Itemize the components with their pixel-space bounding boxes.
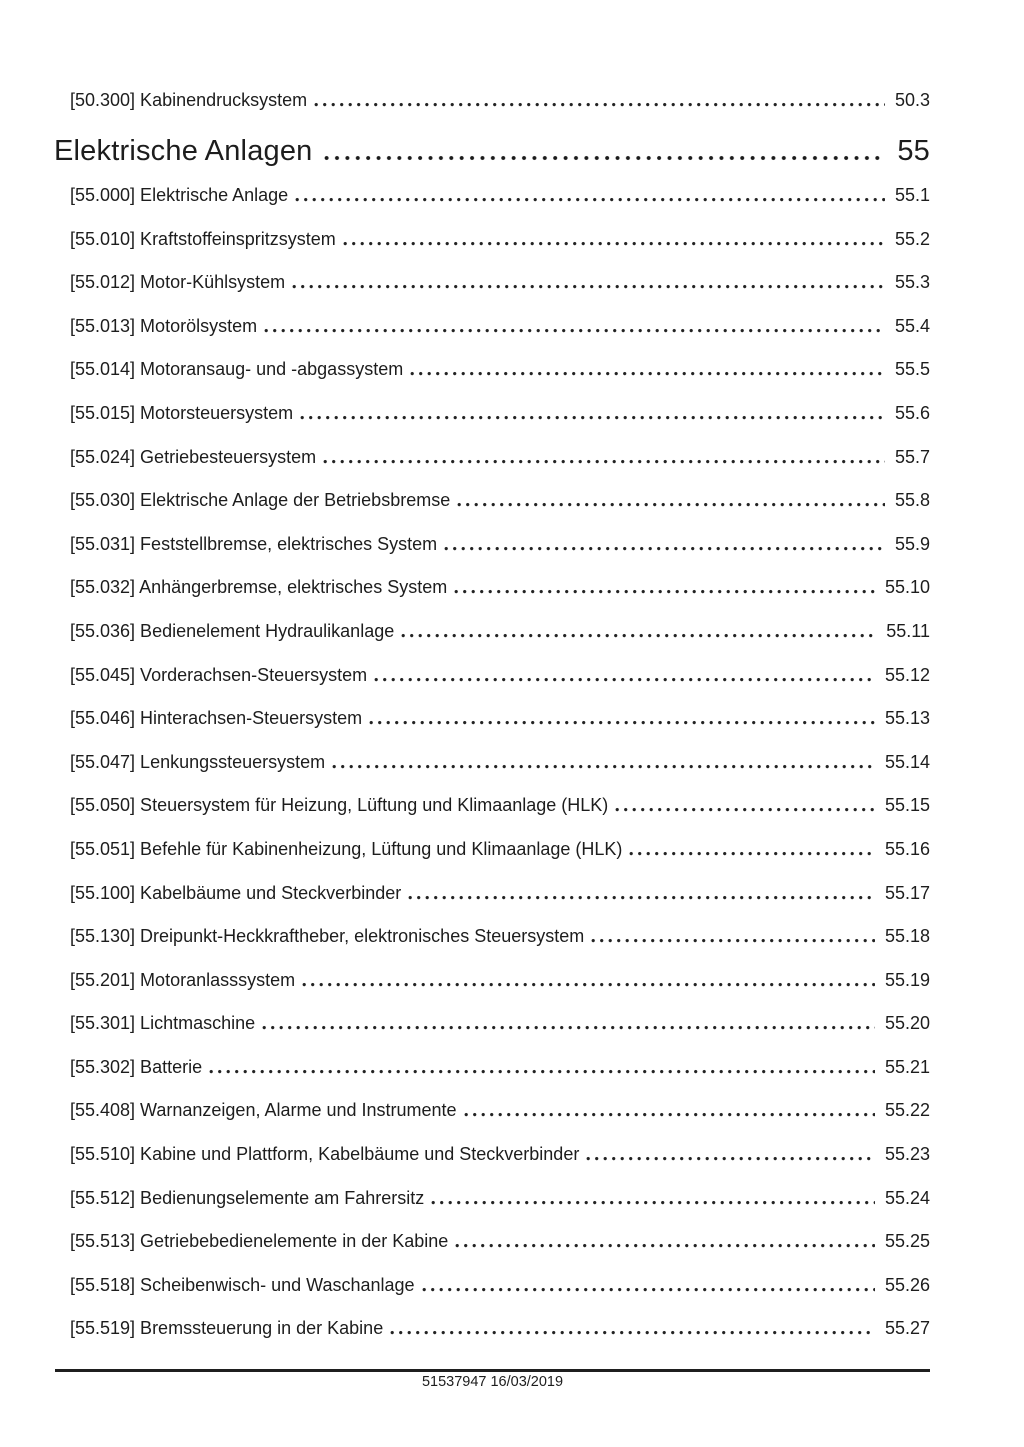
toc-page-number: 55.22 — [884, 1100, 930, 1121]
toc-entry-label: [55.512] Bedienungselemente am Fahrersitz — [70, 1187, 425, 1208]
toc-page-number: 55.8 — [894, 490, 930, 511]
toc-page-number: 55.17 — [884, 882, 930, 903]
toc-page-number: 55.5 — [894, 359, 930, 380]
dot-leader — [408, 895, 875, 900]
toc-entry-row — [70, 838, 930, 860]
toc-entry-label: [55.014] Motoransaug- und -abgassystem — [70, 359, 404, 380]
toc-entry-row — [70, 1274, 930, 1296]
toc-page-number: 55.16 — [884, 838, 930, 859]
dot-leader — [369, 720, 875, 725]
dot-leader — [431, 1200, 875, 1205]
toc-page-number: 55.9 — [894, 533, 930, 554]
toc-entry-row — [70, 533, 930, 555]
dot-leader — [264, 328, 885, 333]
dot-leader — [422, 1287, 875, 1292]
toc-entry-row — [70, 184, 930, 206]
toc-entry-row — [70, 707, 930, 729]
toc-entry-label: [55.301] Lichtmaschine — [70, 1013, 256, 1034]
toc-page-number: 55.4 — [894, 315, 930, 336]
toc-entry-row — [70, 1143, 930, 1165]
toc-entry-row — [70, 1056, 930, 1078]
toc-section-row — [54, 134, 930, 168]
table-of-contents — [54, 89, 930, 1361]
toc-entry-label: [55.047] Lenkungssteuersystem — [70, 751, 326, 772]
toc-entry-label: [55.036] Bedienelement Hydraulikanlage — [70, 620, 395, 641]
toc-page-number: 55.13 — [884, 708, 930, 729]
toc-entry-label: [55.013] Motorölsystem — [70, 315, 258, 336]
dot-leader — [591, 938, 875, 943]
toc-page-number: 55.27 — [884, 1318, 930, 1339]
toc-entry-row — [70, 228, 930, 250]
toc-page-number: 55.25 — [884, 1231, 930, 1252]
toc-entry-row — [70, 1317, 930, 1339]
dot-leader — [390, 1330, 875, 1335]
toc-page-number: 55.3 — [894, 272, 930, 293]
toc-page-number: 55.10 — [884, 577, 930, 598]
dot-leader — [292, 284, 885, 289]
toc-entry-label: [55.051] Befehle für Kabinenheizung, Lüftung und Klimaanlage (HLK) — [70, 838, 623, 859]
toc-entry-label: [55.518] Scheibenwisch- und Waschanlage — [70, 1274, 415, 1295]
dot-leader — [615, 807, 875, 812]
toc-entry-label: [55.510] Kabine und Plattform, Kabelbäume und Steckverbinder — [70, 1144, 580, 1165]
toc-entry-row — [70, 446, 930, 468]
toc-entry-row — [70, 882, 930, 904]
toc-entry-label: [55.010] Kraftstoffeinspritzsystem — [70, 228, 336, 249]
toc-page-number: 55.23 — [884, 1144, 930, 1165]
toc-entry-row — [70, 358, 930, 380]
toc-page-number: 55 — [897, 134, 930, 167]
toc-entry-label: [55.015] Motorsteuersystem — [70, 402, 294, 423]
toc-page-number: 55.21 — [884, 1056, 930, 1077]
toc-page-number: 55.26 — [884, 1274, 930, 1295]
toc-entry-label: [55.302] Batterie — [70, 1056, 203, 1077]
toc-page-number: 55.15 — [884, 795, 930, 816]
toc-entry-row — [70, 969, 930, 991]
dot-leader — [374, 677, 875, 682]
toc-page-number: 55.11 — [886, 620, 930, 641]
dot-leader — [295, 197, 885, 202]
toc-entry-label: [55.000] Elektrische Anlage — [70, 185, 289, 205]
toc-entry-row — [70, 751, 930, 773]
dot-leader — [455, 1243, 875, 1248]
dot-leader — [343, 241, 885, 246]
toc-entry-row — [70, 489, 930, 511]
dot-leader — [629, 851, 875, 856]
toc-entry-label: [55.045] Vorderachsen-Steuersystem — [70, 664, 368, 685]
toc-entry-row — [70, 1099, 930, 1121]
dot-leader — [454, 589, 875, 594]
toc-page-number: 55.14 — [884, 751, 930, 772]
dot-leader — [332, 764, 875, 769]
toc-entry-label: [55.130] Dreipunkt-Heckkraftheber, elektronisches Steuersystem — [70, 926, 585, 947]
toc-entry-label: [55.408] Warnanzeigen, Alarme und Instrumente — [70, 1100, 457, 1121]
toc-entry-row — [70, 315, 930, 337]
toc-entry-row — [70, 925, 930, 947]
toc-page-number: 55.2 — [894, 228, 930, 249]
dot-leader — [464, 1112, 875, 1117]
toc-entry-row — [70, 794, 930, 816]
toc-page-number: 55.19 — [884, 969, 930, 990]
toc-entry-label: [55.201] Motoranlasssystem — [70, 969, 296, 990]
toc-entry-row — [70, 1187, 930, 1209]
toc-entry-label: [55.100] Kabelbäume und Steckverbinder — [70, 882, 402, 903]
dot-leader — [314, 102, 885, 107]
dot-leader — [302, 982, 875, 987]
toc-entry-row — [70, 89, 930, 111]
dot-leader — [444, 546, 885, 551]
toc-entry-row — [70, 1012, 930, 1034]
dot-leader — [262, 1025, 875, 1030]
toc-page-number: 55.6 — [894, 402, 930, 423]
dot-leader — [586, 1156, 875, 1161]
dot-leader — [300, 415, 885, 420]
toc-entry-label: [55.030] Elektrische Anlage der Betriebsbremse — [70, 490, 451, 511]
toc-entry-row — [70, 620, 930, 642]
toc-entry-label: [55.032] Anhängerbremse, elektrisches System — [70, 577, 448, 598]
dot-leader — [209, 1069, 875, 1074]
toc-entry-label: [55.513] Getriebebedienelemente in der Kabine — [70, 1231, 449, 1252]
toc-entry-row — [70, 1230, 930, 1252]
toc-entry-label: [55.031] Feststellbremse, elektrisches System — [70, 533, 438, 554]
toc-entry-label: [55.519] Bremssteuerung in der Kabine — [70, 1318, 384, 1339]
toc-page-number: 55.24 — [884, 1187, 930, 1208]
toc-page-number: 55.12 — [884, 664, 930, 685]
toc-entry-label: [55.012] Motor-Kühlsystem — [70, 272, 286, 293]
toc-entry-label: [55.024] Getriebesteuersystem — [70, 446, 317, 467]
toc-page-number: 55.7 — [894, 446, 930, 467]
toc-entry-label: [55.046] Hinterachsen-Steuersystem — [70, 708, 363, 729]
toc-section-title: Elektrische Anlagen — [54, 134, 313, 167]
dot-leader — [410, 371, 885, 376]
footer-divider — [55, 1369, 930, 1372]
dot-leader — [323, 459, 885, 464]
dot-leader — [401, 633, 876, 638]
toc-entry-row — [70, 576, 930, 598]
toc-entry-label: [50.300] Kabinendrucksystem — [70, 90, 308, 110]
dot-leader — [457, 502, 885, 507]
toc-page-number: 55.18 — [884, 926, 930, 947]
toc-entry-row — [70, 402, 930, 424]
toc-entry-label: [55.050] Steuersystem für Heizung, Lüftung und Klimaanlage (HLK) — [70, 795, 609, 816]
toc-entry-row — [70, 664, 930, 686]
toc-page-number: 50.3 — [894, 90, 930, 110]
toc-entry-row — [70, 271, 930, 293]
toc-page-number: 55.1 — [894, 185, 930, 205]
toc-page-number: 55.20 — [884, 1013, 930, 1034]
dot-leader — [324, 155, 884, 161]
footer-revision-text: 51537947 16/03/2019 — [421, 1374, 564, 1390]
